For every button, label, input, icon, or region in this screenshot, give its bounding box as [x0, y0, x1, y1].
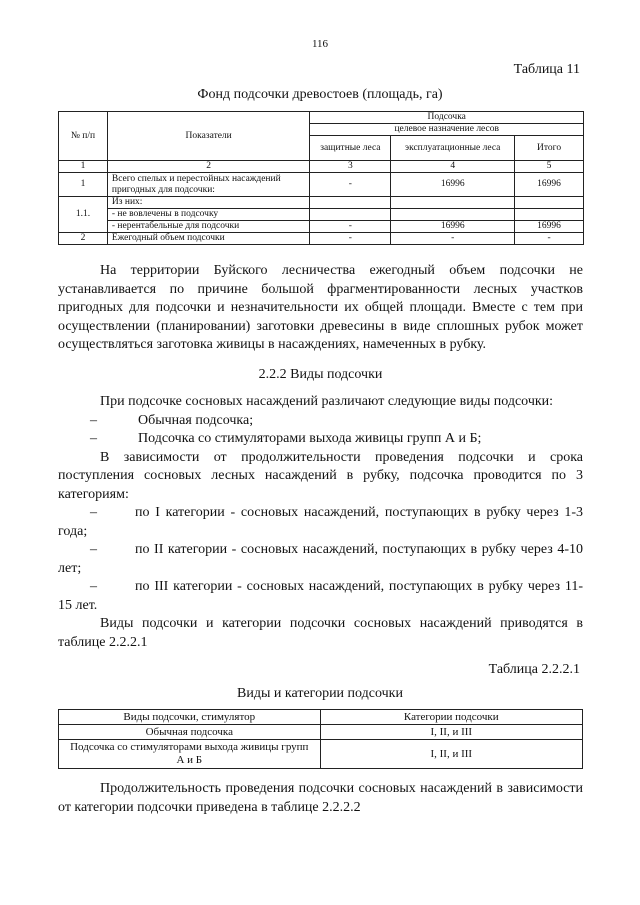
cell-protective: - [310, 221, 391, 233]
paragraph: На территории Буйского лесничества ежегодный объем подсочки не устанавливается по причине большой фрагментированности лесных участков пригодных для подсочки и незначительности их общей площади. Вместе с тем при осуществлении (планировании) заготовки древесины в виде сплошных рубок может осуществляться заготовка живицы в насаждениях, намеченных в рубку. [58, 263, 583, 352]
cell-total: 16996 [515, 173, 584, 197]
dash-bullet: – [90, 431, 97, 446]
cell-type: Подсочка со стимуляторами выхода живицы групп А и Б [59, 740, 321, 769]
cell-category: I, II, и III [320, 740, 582, 769]
cell-protective: - [310, 173, 391, 197]
row-label: Ежегодный объем подсочки [107, 233, 310, 245]
cell-total: 16996 [515, 221, 584, 233]
dash-bullet: – [90, 579, 97, 594]
dash-bullet: – [90, 542, 97, 557]
body-text [58, 262, 583, 652]
header-subgroup: целевое назначение лесов [310, 124, 584, 136]
header-exploit: эксплуатационные леса [391, 136, 515, 161]
header-num: № п/п [59, 112, 108, 161]
col-number: 2 [107, 161, 310, 173]
list-item: по I категории - сосновых насаждений, поступающих в рубку через 1-3 года; [58, 505, 583, 539]
col-number-row [59, 161, 584, 173]
closing-text [58, 780, 583, 817]
table-header-row [59, 710, 583, 725]
header-group: Подсочка [310, 112, 584, 124]
list-item: Подсочка со стимуляторами выхода живицы групп А и Б; [138, 431, 482, 446]
header-total: Итого [515, 136, 584, 161]
section-heading: 2.2.2 Виды подсочки [258, 366, 383, 382]
col-number: 4 [391, 161, 515, 173]
row-label: - нерентабельные для подсочки [107, 221, 310, 233]
cell-exploit: - [391, 233, 515, 245]
cell-category: I, II, и III [320, 725, 582, 740]
table-row [59, 725, 583, 740]
table-2221-caption: Таблица 2.2.2.1 [488, 662, 580, 677]
table-row [59, 233, 584, 245]
header-indicator: Показатели [107, 112, 310, 161]
col-number: 1 [59, 161, 108, 173]
table-2221-title: Виды и категории подсочки [237, 686, 403, 701]
list-item: по II категории - сосновых насаждений, поступающих в рубку через 4-10 лет; [58, 542, 583, 576]
table-11-title: Фонд подсочки древостоев (площадь, га) [197, 87, 443, 102]
table-row [59, 221, 584, 233]
list-item: по III категории - сосновых насаждений, поступающих в рубку через 11-15 лет. [58, 579, 583, 613]
cell-exploit: 16996 [391, 173, 515, 197]
paragraph: В зависимости от продолжительности проведения подсочки и срока поступления сосновых лесных насаждений в рубку, подсочка проводится по 3 категориям: [58, 449, 583, 502]
row-num: 1 [59, 173, 108, 197]
cell-exploit: 16996 [391, 221, 515, 233]
page-number: 116 [311, 38, 329, 50]
table-row [59, 209, 584, 221]
col-number: 3 [310, 161, 391, 173]
dash-bullet: – [90, 412, 97, 428]
header-protective: защитные леса [310, 136, 391, 161]
cell-protective: - [310, 233, 391, 245]
row-label: Из них: [107, 197, 310, 209]
row-num: 2 [59, 233, 108, 245]
paragraph: При подсочке сосновых насаждений различают следующие виды подсочки: [100, 394, 554, 409]
table-11 [58, 111, 584, 245]
table-row [59, 740, 583, 769]
col-number: 5 [515, 161, 584, 173]
row-label: Всего спелых и перестойных насаждений пригодных для подсочки: [107, 173, 310, 197]
cell-total: - [515, 233, 584, 245]
header-type: Виды подсочки, стимулятор [59, 710, 321, 725]
paragraph: Виды подсочки и категории подсочки сосновых насаждений приводятся в таблице 2.2.2.1 [58, 616, 583, 650]
row-num: 1.1. [59, 197, 108, 233]
table-row [59, 173, 584, 197]
table-11-caption: Таблица 11 [513, 62, 580, 77]
row-label: - не вовлечены в подсочку [107, 209, 310, 221]
paragraph: Продолжительность проведения подсочки сосновых насаждений в зависимости от категории подсочки приведена в таблице 2.2.2.2 [58, 781, 583, 815]
header-category: Категории подсочки [320, 710, 582, 725]
dash-bullet: – [90, 505, 97, 520]
list-item: Обычная подсочка; [138, 412, 254, 428]
table-2221 [58, 709, 583, 769]
cell-type: Обычная подсочка [59, 725, 321, 740]
table-row [59, 197, 584, 209]
